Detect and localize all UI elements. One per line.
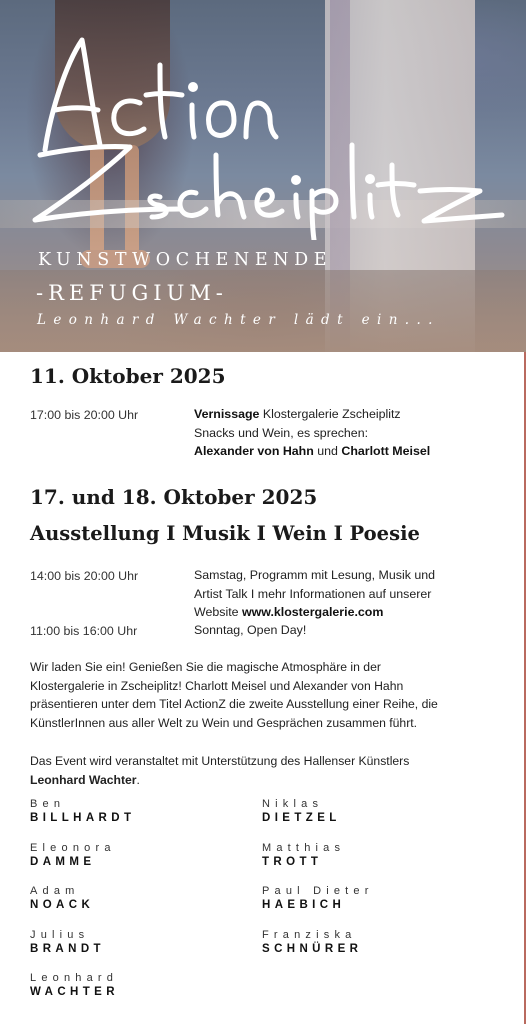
action-zscheiplitz-logo [20, 25, 510, 240]
artist-first-name: Paul Dieter [262, 885, 374, 897]
support-dot: . [136, 772, 140, 787]
support-paragraph [30, 752, 500, 789]
intro-line: Wir laden Sie ein! Genießen Sie die magische Atmosphäre in der [30, 660, 381, 674]
artist-first-name: Franziska [262, 929, 357, 941]
event2-time-sunday: 11:00 bis 16:00 Uhr [30, 624, 138, 638]
speaker-1: Alexander von Hahn [194, 444, 314, 458]
support-line: Das Event wird veranstaltet mit Unterstützung des Hallenser Künstlers [30, 754, 410, 768]
website-prefix: Website [194, 605, 242, 619]
artist-first-name: Matthias [262, 842, 346, 854]
speaker-and: und [313, 444, 342, 458]
artist-entry [30, 841, 116, 870]
event2-time-saturday: 14:00 bis 20:00 Uhr [30, 569, 139, 583]
artist-entry [30, 928, 105, 957]
vernissage-place: Klostergalerie Zscheiplitz [259, 407, 401, 421]
artist-entry [30, 884, 94, 913]
invite-line: Leonhard Wachter lädt ein... [37, 312, 440, 328]
kunstwochenende-heading: KUNSTWOCHENENDE [38, 250, 333, 270]
hero-painting [0, 0, 526, 352]
intro-paragraph [30, 658, 500, 732]
artist-first-name: Julius [30, 929, 90, 941]
artist-entry [30, 971, 119, 1000]
vernissage-label: Vernissage [194, 407, 260, 421]
artist-first-name: Ben [30, 798, 66, 810]
support-name: Leonhard Wachter [30, 772, 137, 787]
event2-date: 17. und 18. Oktober 2025 [30, 485, 318, 509]
artist-last-name: SCHNÜRER [262, 943, 363, 955]
artist-first-name: Eleonora [30, 842, 116, 854]
artist-last-name: WACHTER [30, 986, 119, 998]
artist-first-name: Niklas [262, 798, 324, 810]
artist-first-name: Leonhard [30, 972, 119, 984]
event1-date: 11. Oktober 2025 [30, 364, 226, 388]
intro-line: KünstlerInnen aus aller Welt zu Wein und Gesprächen zusammen führt. [30, 715, 418, 730]
event2-subtitle: Ausstellung I Musik I Wein I Poesie [30, 522, 420, 545]
artist-last-name: BRANDT [30, 943, 105, 955]
refugium-heading: -REFUGIUM- [36, 281, 228, 305]
artist-entry [262, 797, 341, 826]
artist-entry [262, 928, 362, 957]
speaker-2: Charlott Meisel [341, 444, 431, 458]
intro-line: Klostergalerie in Zscheiplitz! Charlott Meisel und Alexander von Hahn [30, 678, 404, 693]
artist-last-name: TROTT [262, 856, 323, 868]
artist-last-name: DAMME [30, 856, 96, 868]
artist-entry [262, 841, 345, 870]
artist-last-name: BILLHARDT [30, 812, 136, 824]
event1-line2: Snacks und Wein, es sprechen: [194, 425, 369, 440]
event1-time: 17:00 bis 20:00 Uhr [30, 408, 139, 422]
event2-sunday-description: Sonntag, Open Day! [194, 623, 307, 637]
artist-last-name: NOACK [30, 899, 95, 911]
saturday-line1: Samstag, Programm mit Lesung, Musik und [194, 568, 436, 582]
artist-last-name: DIETZEL [262, 812, 341, 824]
event1-description [194, 405, 430, 461]
artist-entry [262, 884, 374, 913]
saturday-line2: Artist Talk I mehr Informationen auf unserer [194, 586, 432, 601]
intro-line: präsentieren unter dem Titel ActionZ die zweite Ausstellung einer Reihe, die [30, 697, 438, 711]
artist-first-name: Adam [30, 885, 80, 897]
event2-saturday-description [194, 566, 435, 622]
artist-entry [30, 797, 135, 826]
artist-last-name: HAEBICH [262, 899, 346, 911]
website-link[interactable]: www.klostergalerie.com [241, 605, 384, 619]
